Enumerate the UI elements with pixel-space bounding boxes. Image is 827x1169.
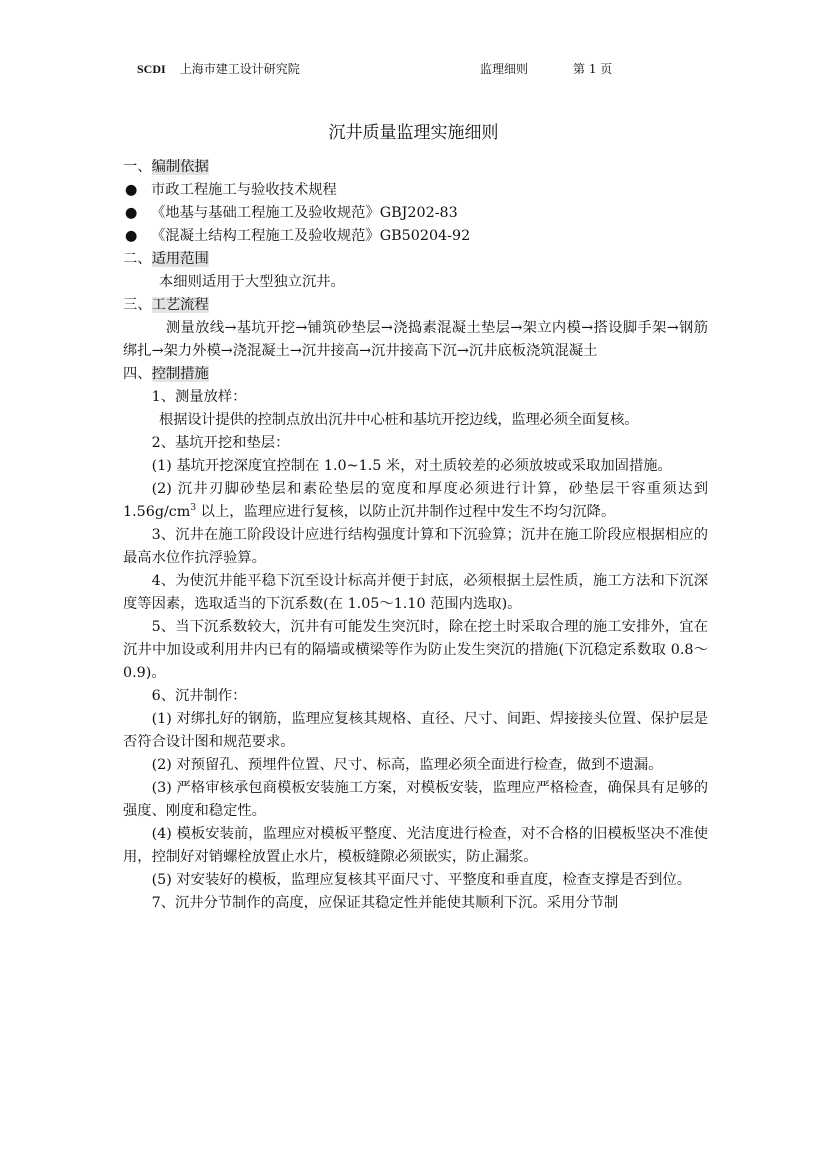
section-label: 适用范围 bbox=[151, 251, 209, 267]
list-item-text: 《地基与基础工程施工及验收规范》GBJ202-83 bbox=[151, 205, 458, 221]
measure-2-paragraph-1: (1) 基坑开挖深度宜控制在 1.0~1.5 米，对土质较差的必须放坡或采取加固措施。 bbox=[151, 458, 672, 474]
list-item-text: 《混凝土结构工程施工及验收规范》GB50204-92 bbox=[151, 228, 471, 244]
measure-2-title: 2、基坑开挖和垫层： bbox=[151, 435, 290, 451]
measure-4: 4、为使沉井能平稳下沉至设计标高并便于封底，必须根据土层性质，施工方法和下沉深度等因素，选取适当的下沉系数(在 1.05～1.10 范围内选取)。 bbox=[123, 573, 708, 612]
header-org-name: 上海市建工设计研究院 bbox=[179, 62, 300, 76]
measure-1-title: 1、测量放样： bbox=[151, 389, 247, 405]
process-paragraph: 测量放线→基坑开挖→铺筑砂垫层→浇捣素混凝土垫层→架立内模→搭设脚手架→钢筋绑扎→架力外模→浇混凝土→沉井接高→沉井接高下沉→沉井底板浇筑混凝土 bbox=[123, 320, 708, 359]
measure-6-paragraph-2: (2) 对预留孔、预埋件位置、尺寸、标高，监理必须全面进行检查，做到不遗漏。 bbox=[151, 757, 663, 773]
bullet-icon: ● bbox=[125, 228, 138, 244]
section-label: 工艺流程 bbox=[151, 297, 209, 313]
header-doc-type: 监理细则 bbox=[480, 62, 529, 76]
superscript: 3 bbox=[190, 503, 197, 514]
list-item bbox=[123, 202, 708, 225]
measure-6-title: 6、沉井制作： bbox=[151, 688, 247, 704]
section-number: 二、 bbox=[123, 251, 152, 267]
section-heading-3 bbox=[123, 294, 708, 317]
measure-2-paragraph-2 bbox=[123, 478, 708, 524]
section-number: 四、 bbox=[123, 366, 152, 382]
section-number: 三、 bbox=[123, 297, 152, 313]
section-heading-1 bbox=[123, 156, 708, 179]
section-number: 一、 bbox=[123, 159, 152, 175]
header-organization bbox=[137, 60, 300, 77]
measure-6-paragraph-3: (3) 严格审核承包商模板安装施工方案，对模板安装，监理应严格检查，确保具有足够的强度、刚度和稳定性。 bbox=[123, 780, 708, 819]
bullet-icon: ● bbox=[125, 182, 138, 198]
page-header bbox=[0, 60, 827, 80]
measure-7: 7、沉井分节制作的高度，应保证其稳定性并能使其顺利下沉。采用分节制 bbox=[151, 895, 619, 911]
measure-3: 3、沉井在施工阶段设计应进行结构强度计算和下沉验算；沉井在施工阶段应根据相应的最高水位作抗浮验算。 bbox=[123, 527, 708, 566]
header-org-code: SCDI bbox=[137, 62, 166, 76]
measure-6-paragraph-5: (5) 对安装好的模板，监理应复核其平面尺寸、平整度和垂直度，检查支撑是否到位。 bbox=[151, 872, 692, 888]
section-label: 编制依据 bbox=[151, 159, 209, 175]
paragraph-text: (2) 沉井刃脚砂垫层和素砼垫层的宽度和厚度必须进行计算，砂垫层干容重须达到 1.56g/cm bbox=[123, 481, 708, 520]
paragraph-text: 以上，监理应进行复核，以防止沉井制作过程中发生不均匀沉降。 bbox=[196, 504, 616, 520]
measure-5: 5、当下沉系数较大，沉井有可能发生突沉时，除在挖土时采取合理的施工安排外，宜在沉井中加设或利用井内已有的隔墙或横梁等作为防止发生突沉的措施(下沉稳定系数取 0.8～0.9)。 bbox=[123, 619, 708, 681]
header-page-number: 第 1 页 bbox=[573, 62, 613, 76]
measure-6-paragraph-4: (4) 模板安装前，监理应对模板平整度、光洁度进行检查，对不合格的旧模板坚决不准使用，控制好对销螺栓放置止水片，模板缝隙必须嵌实，防止漏浆。 bbox=[123, 826, 708, 865]
section-heading-4 bbox=[123, 363, 708, 386]
measure-6-paragraph-1: (1) 对绑扎好的钢筋，监理应复核其规格、直径、尺寸、间距、焊接接头位置、保护层是否符合设计图和规范要求。 bbox=[123, 711, 708, 750]
document-body bbox=[123, 156, 708, 915]
measure-1-text: 根据设计提供的控制点放出沉井中心桩和基坑开挖边线，监理必须全面复核。 bbox=[159, 412, 639, 428]
section-heading-2 bbox=[123, 248, 708, 271]
document-title: 沉井质量监理实施细则 bbox=[328, 123, 499, 143]
scope-paragraph: 本细则适用于大型独立沉井。 bbox=[159, 274, 345, 290]
section-label: 控制措施 bbox=[151, 366, 209, 382]
list-item-text: 市政工程施工与验收技术规程 bbox=[151, 182, 337, 198]
bullet-icon: ● bbox=[125, 205, 138, 221]
list-item bbox=[123, 225, 708, 248]
list-item bbox=[123, 179, 708, 202]
